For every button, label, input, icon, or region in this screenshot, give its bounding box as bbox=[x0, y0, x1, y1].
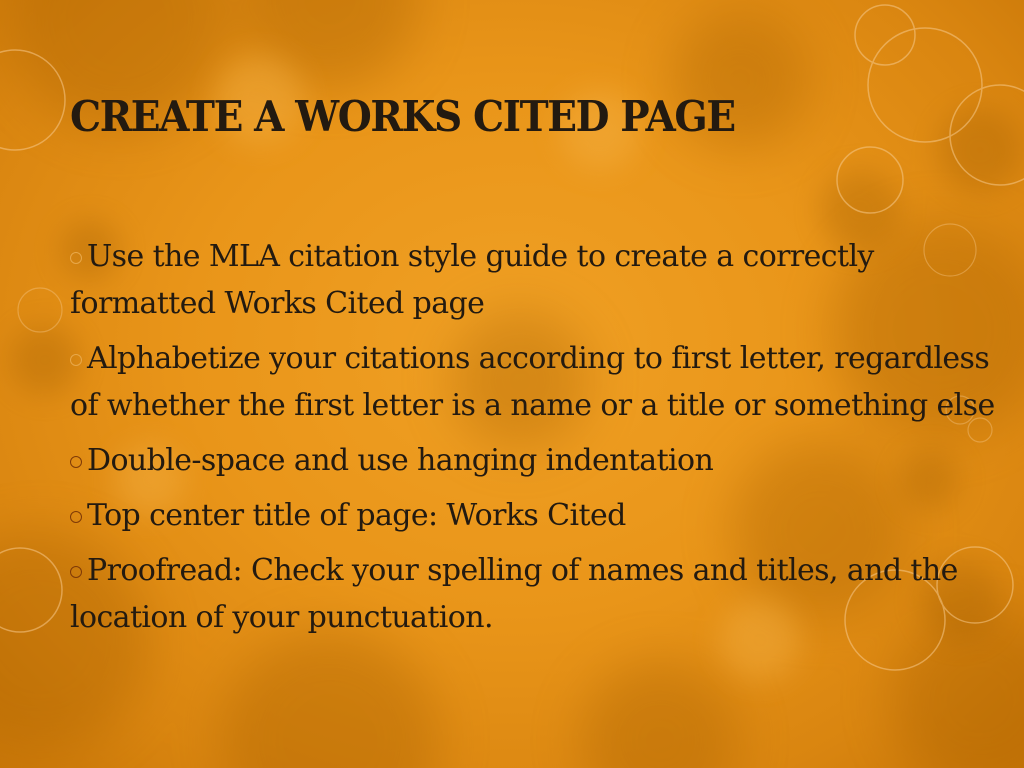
circle-outline-icon bbox=[70, 456, 82, 468]
circle-outline-icon bbox=[70, 566, 82, 578]
circle-outline-icon bbox=[70, 354, 82, 366]
bullet-item bbox=[70, 437, 1000, 484]
bullet-text: Proofread: Check your spelling of names and titles, and the location of your punctuation. bbox=[70, 553, 958, 635]
bullet-list bbox=[70, 233, 1000, 649]
circle-outline-icon bbox=[70, 252, 82, 264]
bullet-text: Top center title of page: Works Cited bbox=[87, 498, 626, 533]
bullet-text: Double-space and use hanging indentation bbox=[87, 443, 714, 478]
bullet-text: Alphabetize your citations according to first letter, regardless of whether the first letter is a name or a title or something else bbox=[70, 341, 995, 423]
slide-title: CREATE A WORKS CITED PAGE bbox=[70, 92, 735, 141]
bullet-item bbox=[70, 547, 1000, 641]
bullet-item bbox=[70, 492, 1000, 539]
bullet-item bbox=[70, 335, 1000, 429]
bullet-item bbox=[70, 233, 1000, 327]
circle-outline-icon bbox=[70, 511, 82, 523]
bullet-text: Use the MLA citation style guide to create a correctly formatted Works Cited page bbox=[70, 239, 874, 321]
